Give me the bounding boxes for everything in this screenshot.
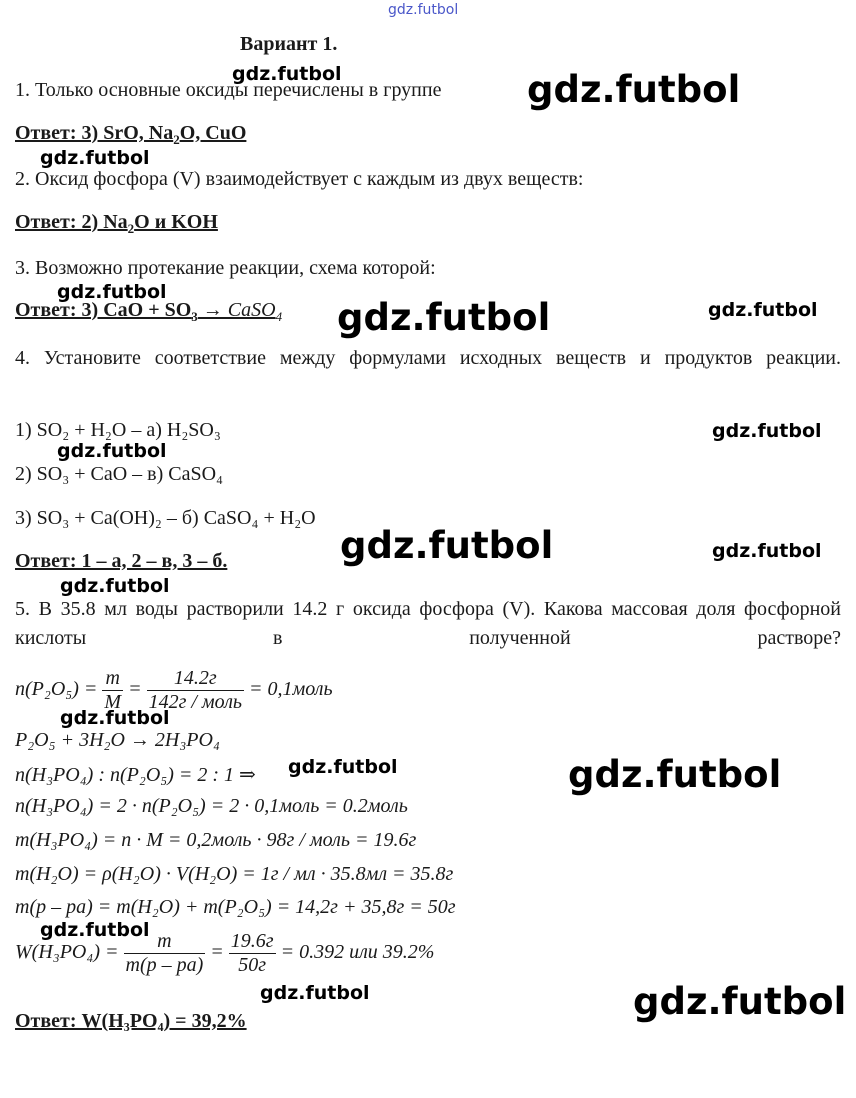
answer-2: Ответ: 2) $Na_2O$ и KOH: [15, 211, 218, 236]
question-2: 2. Оксид фосфора (V) взаимодействует с каждым из двух веществ:: [15, 168, 584, 190]
question-1: 1. Только основные оксиды перечислены в группе: [15, 79, 442, 101]
equation-7: m(р – ра) = m(H₂O) + m(P₂O₅) = 14,2г + 35,8г = 50г: [15, 896, 456, 918]
watermark-small: gdz.futbol: [708, 299, 818, 321]
watermark-small: gdz.futbol: [712, 420, 822, 442]
equation-2: P₂O₅ + 3H₂O → 2H₃PO₄: [15, 729, 220, 751]
answer-5: Ответ: W(H₃PO₄) = 39,2%: [15, 1010, 247, 1032]
watermark-large: gdz.futbol: [337, 296, 551, 339]
watermark-small: gdz.futbol: [40, 919, 150, 941]
watermark-large: gdz.futbol: [340, 524, 554, 567]
watermark-small: gdz.futbol: [57, 440, 167, 462]
watermark-small: gdz.futbol: [260, 982, 370, 1004]
watermark-small: gdz.futbol: [712, 540, 822, 562]
watermark-large: gdz.futbol: [527, 68, 741, 111]
match-line-1: 1) SO₂ + H₂O – а) H₂SO₃: [15, 419, 221, 441]
watermark-small: gdz.futbol: [57, 281, 167, 303]
watermark-small: gdz.futbol: [288, 756, 398, 778]
watermark-large: gdz.futbol: [633, 980, 847, 1023]
page-title: Вариант 1.: [240, 33, 338, 55]
equation-5: m(H₃PO₄) = n · M = 0,2моль · 98г / моль = 19.6г: [15, 829, 417, 851]
watermark-top: gdz.futbol: [388, 2, 459, 18]
equation-3: n(H₃PO₄) : n(P₂O₅) = 2 : 1 ⇒: [15, 764, 256, 786]
question-3: 3. Возможно протекание реакции, схема которой:: [15, 257, 436, 279]
equation-6: m(H₂O) = ρ(H₂O) · V(H₂O) = 1г / мл · 35.8мл = 35.8г: [15, 863, 454, 885]
watermark-small: gdz.futbol: [60, 575, 170, 597]
equation-4: n(H₃PO₄) = 2 · n(P₂O₅) = 2 · 0,1моль = 0.2моль: [15, 795, 408, 817]
equation-1: n(P₂O₅) = $\frac{m}{M}$ = $\frac{14.2г}{\text{142г / моль}}$ = 0,1моль: [15, 667, 333, 713]
watermark-large: gdz.futbol: [568, 753, 782, 796]
question-4: 4. Установите соответствие между формулами исходных веществ и продуктов реакции.: [15, 347, 841, 369]
question-5: 5. В 35.8 мл воды растворили 14.2 г оксида фосфора (V). Какова массовая доля фосфорной кислоты в полученной растворе?: [15, 598, 841, 649]
watermark-small: gdz.futbol: [60, 707, 170, 729]
equation-8: W(H₃PO₄) = $\frac{m}{m(р - ра)}$ = $\frac{19.6г}{50г}$ = 0.392 или 39.2%: [15, 930, 435, 976]
answer-4: Ответ: 1 – а, 2 – в, 3 – б.: [15, 550, 228, 572]
watermark-small: gdz.futbol: [232, 63, 342, 85]
match-line-2: 2) SO₃ + CaO – в) CaSO₄: [15, 463, 223, 485]
answer-3: Ответ: 3) CaO + $SO_3$ → CaSO$_4$: [15, 299, 283, 324]
match-line-3: 3) SO₃ + Ca(OH)₂ – б) CaSO₄ + H₂O: [15, 507, 316, 529]
watermark-small: gdz.futbol: [40, 147, 150, 169]
answer-1: Ответ: 3) SrO, $Na_2O$, CuO: [15, 122, 247, 147]
